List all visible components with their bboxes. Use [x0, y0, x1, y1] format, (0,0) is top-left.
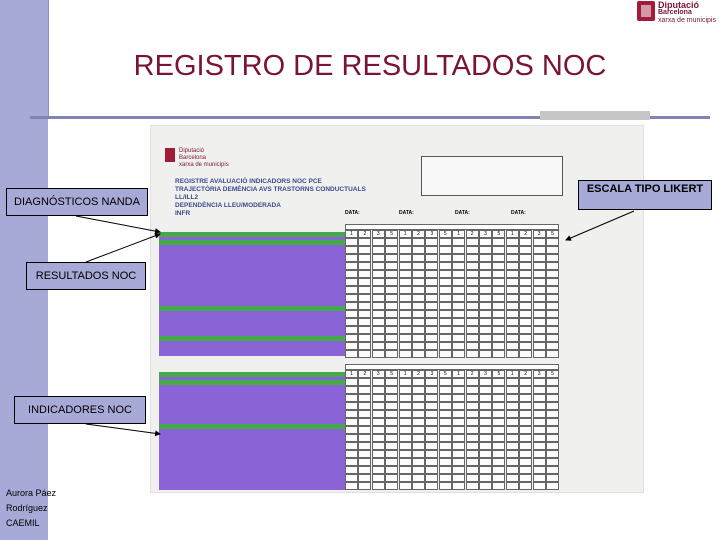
- scale-number-cell: 1: [345, 370, 358, 378]
- doc-logo-line-2: Barcelona: [179, 155, 207, 161]
- callout-resultados: RESULTADOS NOC: [26, 262, 146, 290]
- scale-number-cell: 3: [372, 370, 385, 378]
- scale-number-cell: 3: [425, 230, 438, 238]
- scale-number-cell: 1: [452, 370, 465, 378]
- doc-title-line: TRAJECTÒRIA DEMÈNCIA AVS TRASTORNS CONDUCTUALS LL/ILL2: [175, 186, 366, 201]
- callout-indicadores: INDICADORES NOC: [14, 396, 146, 424]
- scale-number-cell: 3: [479, 370, 492, 378]
- scale-number-cell: 1: [506, 230, 519, 238]
- date-label: DATA:: [345, 210, 360, 216]
- scale-number-cell: 2: [358, 370, 371, 378]
- scale-number-cell: 3: [533, 370, 546, 378]
- scale-number-cell: 5: [546, 370, 559, 378]
- scale-number-cell: 1: [345, 230, 358, 238]
- scale-number-cell: 2: [358, 230, 371, 238]
- author-line: Aurora Páez: [6, 488, 57, 498]
- doc-title-line: INFR: [175, 210, 191, 217]
- logo-line-2: Barcelona: [658, 9, 692, 16]
- scale-number-cell: 1: [506, 370, 519, 378]
- arrow-indicadores: [86, 424, 160, 434]
- scale-number-cell: 3: [425, 370, 438, 378]
- scale-number-cell: 5: [492, 230, 505, 238]
- scale-number-cell: 1: [452, 230, 465, 238]
- scale-number-cell: 5: [385, 230, 398, 238]
- author-credit: [6, 486, 56, 531]
- scale-number-cell: 5: [492, 370, 505, 378]
- callout-likert: ESCALA TIPO LIKERT: [578, 180, 712, 210]
- arrow-nanda: [76, 216, 160, 232]
- scale-number-cell: 2: [466, 230, 479, 238]
- date-label: DATA:: [511, 210, 526, 216]
- scale-number-cell: 2: [412, 230, 425, 238]
- scale-number-cell: 2: [519, 370, 532, 378]
- scale-number-cell: 3: [533, 230, 546, 238]
- arrow-likert: [566, 211, 634, 240]
- doc-logo-line-1: Diputació: [179, 148, 205, 154]
- date-label: DATA:: [455, 210, 470, 216]
- doc-title-line: DEPENDÈNCIA LLEU/MODERADA: [175, 202, 281, 209]
- scale-number-cell: 2: [519, 230, 532, 238]
- author-line: CAEMIL: [6, 518, 40, 528]
- author-line: Rodríguez: [6, 503, 48, 513]
- scale-number-cell: 5: [385, 370, 398, 378]
- scale-number-cell: 5: [546, 230, 559, 238]
- callout-nanda: DIAGNÓSTICOS NANDA: [6, 188, 148, 216]
- scale-number-cell: 2: [466, 370, 479, 378]
- date-label: DATA:: [399, 210, 414, 216]
- scale-number-cell: 3: [372, 230, 385, 238]
- scale-number-cell: 2: [412, 370, 425, 378]
- scale-number-cell: 5: [439, 230, 452, 238]
- scale-number-cell: 3: [479, 230, 492, 238]
- logo-line-1: Diputació: [658, 0, 700, 10]
- arrow-resultados: [86, 234, 160, 262]
- doc-title-line: REGISTRE AVALUACIÓ INDICADORS NOC PCE: [175, 178, 322, 185]
- slide-title: REGISTRO DE RESULTADOS NOC: [133, 50, 607, 82]
- scale-number-cell: 1: [399, 370, 412, 378]
- logo-line-3: xarxa de municipis: [658, 17, 716, 24]
- scale-number-cell: 1: [399, 230, 412, 238]
- doc-logo-line-3: xarxa de municipis: [179, 162, 229, 168]
- scale-number-cell: 5: [439, 370, 452, 378]
